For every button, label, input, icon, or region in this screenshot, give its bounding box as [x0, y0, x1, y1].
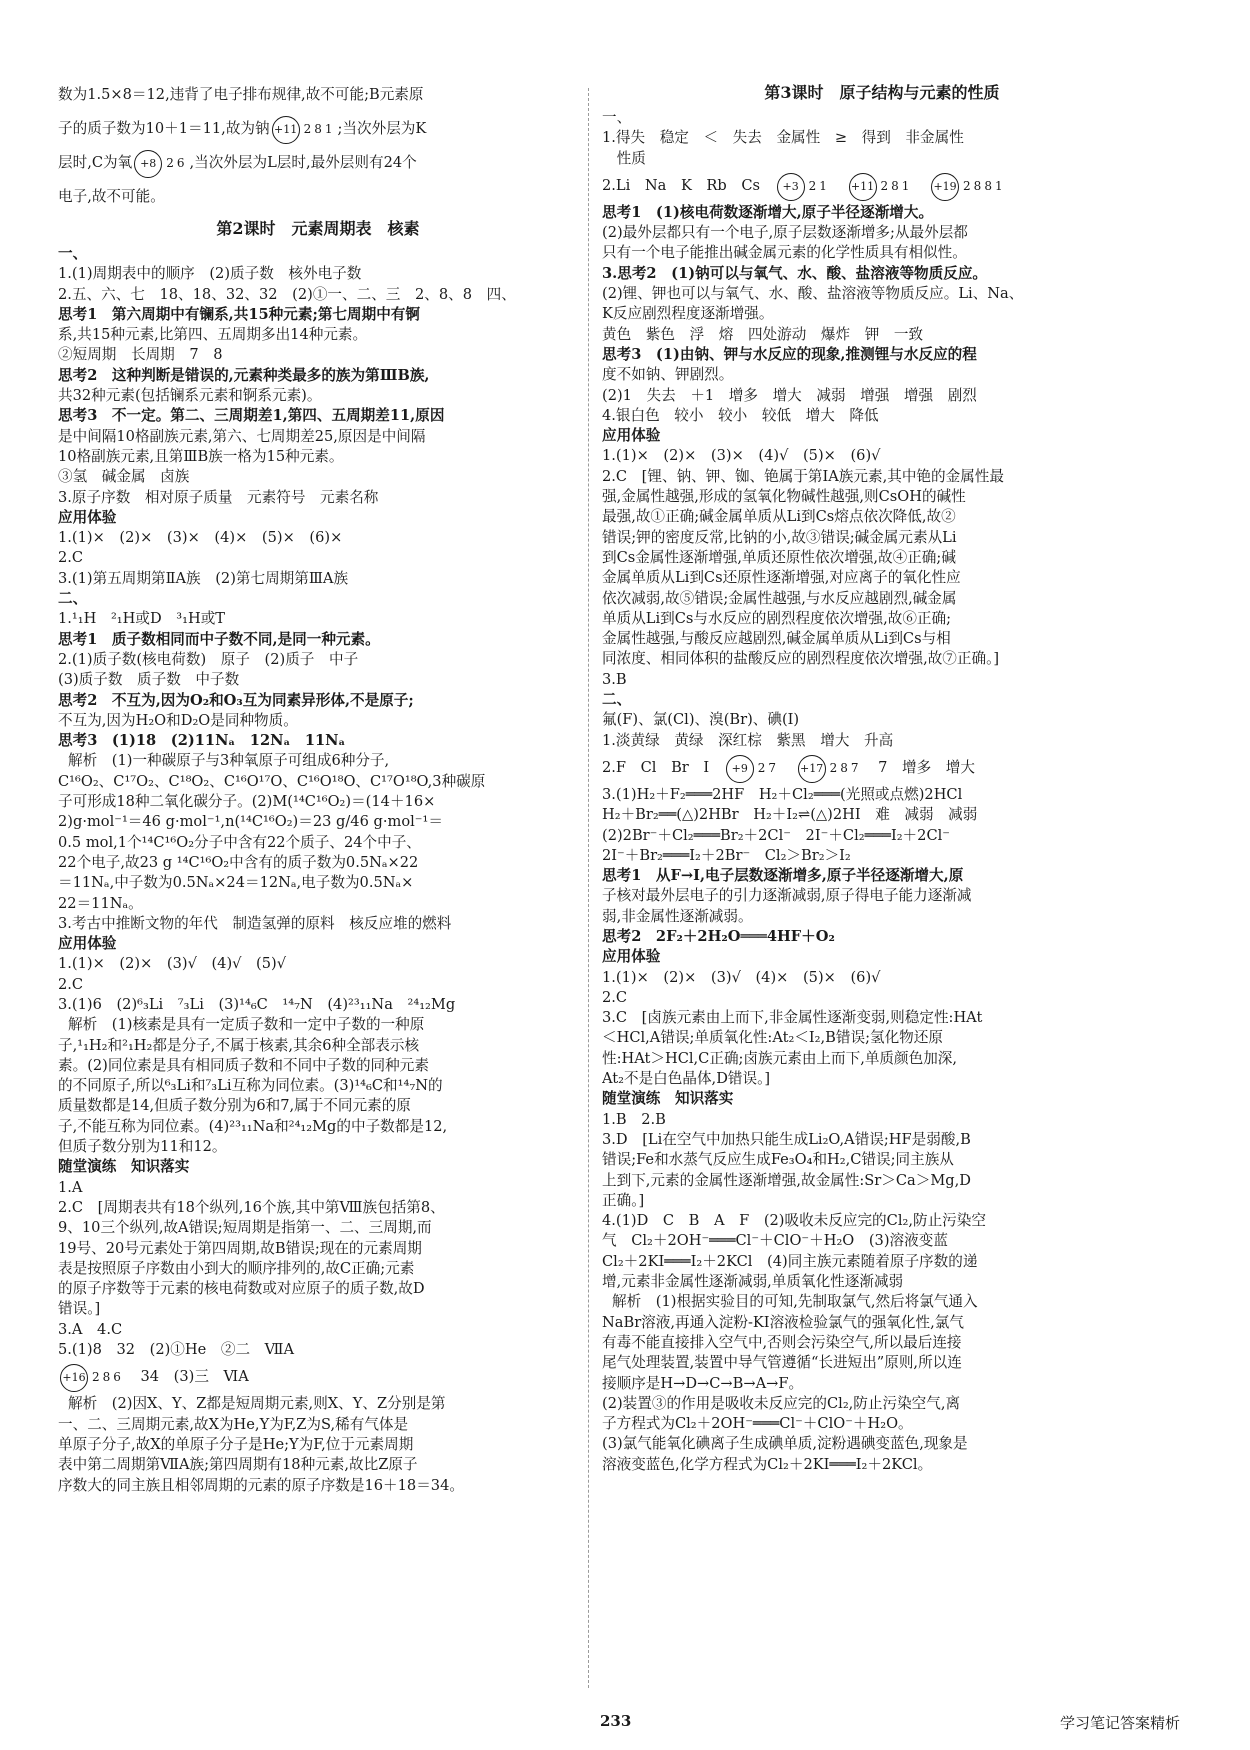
text-line: 2)g·mol⁻¹＝46 g·mol⁻¹,n(¹⁴C¹⁶O₂)＝23 g/46 g·mol⁻¹＝ [58, 813, 443, 831]
right-column [602, 78, 1162, 1475]
text-line: 氟(F)、氯(Cl)、溴(Br)、碘(I) [602, 711, 800, 729]
text-line: 解析 (1)一种碳原子与3种氧原子可组成6种分子, [68, 752, 390, 770]
text-line: 度不如钠、钾剧烈。 [602, 366, 734, 384]
text-line: 2.五、六、七 18、18、32、32 (2)①一、二、三 2、8、8 四、 [58, 285, 516, 303]
text-line: 表中第二周期第ⅦA族;第四周期有18种元素,故比Z原子 [58, 1456, 418, 1474]
text-line: 3.(1)6 (2)⁶₃Li ⁷₃Li (3)¹⁴₆C ¹⁴₇N (4)²³₁₁Na ²⁴₁₂Mg [58, 995, 456, 1013]
text-line: 应用体验 [602, 948, 661, 966]
text-line: 思考2 2F₂＋2H₂O═══4HF＋O₂ [602, 927, 835, 945]
text-line: 数为1.5×8＝12,违背了电子排布规律,故不可能;B元素原 [58, 86, 424, 103]
text-line: 序数大的同主族且相邻周期的元素的原子序数是16＋18＝34。 [58, 1476, 464, 1494]
text-line: 不互为,因为H₂O和D₂O是同种物质。 [58, 711, 298, 729]
text-line: +16 286 34 (3)三 ⅥA [58, 1360, 578, 1394]
text-line: 依次减弱,故⑤错误;金属性越强,与水反应越剧烈,碱金属 [602, 589, 957, 607]
text-line: 1.(1)× (2)× (3)× (4)× (5)× (6)× [58, 529, 343, 547]
text-line: (2)锂、钾也可以与氧气、水、酸、盐溶液等物质反应。Li、Na、 [602, 285, 1024, 303]
text-line: 1.¹₁H ²₁H或D ³₁H或T [58, 610, 226, 628]
text-line: 9、10三个纵列,故A错误;短周期是指第一、二、三周期,而 [58, 1219, 432, 1237]
text-line: 金属性越强,与酸反应越剧烈,碱金属单质从Li到Cs与相 [602, 630, 951, 648]
text-line: 最强,故①正确;碱金属单质从Li到Cs熔点依次降低,故② [602, 508, 956, 526]
text-line: 正确。] [602, 1191, 645, 1209]
text-line: ＜HCl,A错误;单质氧化性:At₂＜I₂,B错误;氢化物还原 [602, 1029, 943, 1047]
text-line: 子的质子数为10＋1＝11,故为钠 +11 281 ;当次外层为K [58, 112, 578, 146]
text-line: 思考1 从F→I,电子层数逐渐增多,原子半径逐渐增大,原 [602, 867, 964, 885]
lesson-3-body [602, 203, 1162, 751]
text-line: 金属单质从Li到Cs还原性逐渐增强,对应离子的氧化性应 [602, 569, 961, 587]
text-line: 同浓度、相同体积的盐酸反应的剧烈程度依次增强,故⑦正确。] [602, 650, 1000, 668]
text-line: 共32种元素(包括镧系元素和锕系元素)。 [58, 387, 322, 405]
text-line: 0.5 mol,1个¹⁴C¹⁶O₂分子中含有22个质子、24个中子、 [58, 833, 421, 851]
lesson-2-analysis [58, 1394, 578, 1495]
text-line: 到Cs金属性逐渐增强,单质还原性依次增强,故④正确;碱 [602, 548, 956, 566]
text-line: 但质子数分别为11和12。 [58, 1138, 227, 1156]
text-line: 二、 [58, 590, 88, 608]
text-line: 上到下,元素的金属性逐渐增强,故金属性:Sr＞Ca＞Mg,D [602, 1171, 971, 1189]
lesson-2-body [58, 244, 578, 1360]
text-line: 22＝11Nₐ。 [58, 894, 143, 912]
text-line: 增,元素非金属性逐渐减弱,单质氧化性逐渐减弱 [602, 1273, 904, 1291]
text-line: 1.(1)× (2)× (3)√ (4)× (5)× (6)√ [602, 968, 881, 986]
text-line: 层时,C为氧 +8 26 ,当次外层为L层时,最外层则有24个 [58, 146, 578, 180]
text-line: 解析 (1)根据实验目的可知,先制取氯气,然后将氯气通入 [612, 1293, 978, 1311]
text-line: 思考3 (1)18 (2)11Nₐ 12Nₐ 11Nₐ [58, 732, 346, 750]
text-line: 3.A 4.C [58, 1320, 123, 1338]
footer-label: 学习笔记答案精析 [1060, 1714, 1181, 1732]
text-line: 2.(1)质子数(核电荷数) 原子 (2)质子 中子 [58, 650, 359, 668]
text-line: (2)装置③的作用是吸收未反应完的Cl₂,防止污染空气,离 [602, 1394, 961, 1412]
text-line: C¹⁶O₂、C¹⁷O₂、C¹⁸O₂、C¹⁶O¹⁷O、C¹⁶O¹⁸O、C¹⁷O¹⁸O,3种碳原 [58, 772, 486, 790]
text-line: 思考3 不一定。第二、三周期差1,第四、五周期差11,原因 [58, 407, 445, 425]
text-line: 接顺序是H→D→C→B→A→F。 [602, 1374, 804, 1392]
text-line: 应用体验 [58, 935, 117, 953]
text-line: 1.(1)× (2)× (3)√ (4)√ (5)√ [58, 955, 287, 973]
text-line: 表是按照原子序数由小到大的顺序排列的,故C正确;元素 [58, 1259, 415, 1277]
oxygen-atom-diagram: +8 26 [134, 146, 187, 180]
text-line: 系,共15种元素,比第四、五周期多出14种元素。 [58, 326, 368, 344]
text-line: 1.B 2.B [602, 1110, 666, 1128]
lithium-atom-diagram: +3 21 [777, 169, 830, 203]
text-line: 性:HAt＞HCl,C正确;卤族元素由上而下,单质颜色加深, [602, 1049, 958, 1067]
text-line: K反应剧烈程度逐渐增强。 [602, 305, 774, 323]
text-line: 解析 (1)核素是具有一定质子数和一定中子数的一种原 [68, 1016, 425, 1034]
text-line: (3)氯气能氧化碘离子生成碘单质,淀粉遇碘变蓝色,现象是 [602, 1435, 968, 1453]
text-line: 3.B [602, 670, 627, 688]
text-line: 黄色 紫色 浮 熔 四处游动 爆炸 钾 一致 [602, 325, 924, 343]
text-line: 1.(1)× (2)× (3)× (4)√ (5)× (6)√ [602, 447, 881, 465]
text-line: (2)1 失去 ＋1 增多 增大 减弱 增强 增强 剧烈 [602, 386, 977, 404]
text-line: 1.A [58, 1178, 83, 1196]
text-line: 子,¹₁H₂和²₁H₂都是分子,不属于核素,其余6种全部表示核 [58, 1036, 420, 1054]
text-line: 的原子序数等于元素的核电荷数或对应原子的质子数,故D [58, 1280, 425, 1298]
text-line: 溶液变蓝色,化学方程式为Cl₂＋2KI═══I₂＋2KCl。 [602, 1455, 933, 1473]
sodium-atom-diagram: +11 281 [272, 112, 336, 146]
text-line: 随堂演练 知识落实 [58, 1158, 190, 1176]
text-line: 3.原子序数 相对原子质量 元素符号 元素名称 [58, 488, 379, 506]
text-line: (2)2Br⁻＋Cl₂═══Br₂＋2Cl⁻ 2I⁻＋Cl₂═══I₂＋2Cl⁻ [602, 826, 950, 844]
text-line: 思考2 不互为,因为O₂和O₃互为同素异形体,不是原子; [58, 691, 414, 709]
text-line: 随堂演练 知识落实 [602, 1090, 734, 1108]
text-line: 性质 [602, 149, 646, 167]
text-line: 3.(1)第五周期第ⅡA族 (2)第七周期第ⅢA族 [58, 569, 349, 587]
text-line: 思考1 第六周期中有镧系,共15种元素;第七周期中有锕 [58, 305, 420, 323]
text-line: 4.(1)D C B A F (2)吸收未反应完的Cl₂,防止污染空 [602, 1212, 986, 1230]
sulfur-atom-diagram: +16 286 [60, 1360, 124, 1394]
text-line: 2.C [锂、钠、钾、铷、铯属于第ⅠA族元素,其中铯的金属性最 [602, 467, 1004, 485]
text-line: 错误。] [58, 1300, 101, 1318]
text-line: 弱,非金属性逐渐减弱。 [602, 907, 753, 925]
text-line: 应用体验 [602, 427, 661, 445]
text-line: 尾气处理装置,装置中导气管遵循“长进短出”原则,所以连 [602, 1354, 962, 1372]
text-line: 强,金属性越强,形成的氢氧化物碱性越强,则CsOH的碱性 [602, 488, 966, 506]
text-line: 22个电子,故23 g ¹⁴C¹⁶O₂中含有的质子数为0.5Nₐ×22 [58, 853, 419, 871]
text-line: 子可形成18种二氧化碳分子。(2)M(¹⁴C¹⁶O₂)＝(14＋16× [58, 793, 436, 811]
text-line: 一、二、三周期元素,故X为He,Y为F,Z为S,稀有气体是 [58, 1415, 409, 1433]
text-line: 子,不能互称为同位素。(4)²³₁₁Na和²⁴₁₂Mg的中子数都是12, [58, 1117, 448, 1135]
potassium-atom-diagram: +19 2881 [931, 169, 1006, 203]
text-line: 3.C [卤族元素由上而下,非金属性逐渐变弱,则稳定性:HAt [602, 1009, 983, 1027]
text-line: 是中间隔10格副族元素,第六、七周期差25,原因是中间隔 [58, 427, 426, 445]
text-line: 3.(1)H₂＋F₂═══2HF H₂＋Cl₂═══(光照或点燃)2HCl [602, 785, 963, 803]
text-line: 质量数都是14,但质子数分别为6和7,属于不同元素的原 [58, 1097, 411, 1115]
text-line: 解析 (2)因X、Y、Z都是短周期元素,则X、Y、Z分别是第 [68, 1395, 446, 1413]
chlorine-atom-diagram: +17 287 [798, 751, 862, 785]
text-line: 单原子分子,故X的单原子分子是He;Y为F,位于元素周期 [58, 1435, 414, 1453]
text-line: 单质从Li到Cs与水反应的剧烈程度依次增强,故⑥正确; [602, 609, 952, 627]
text-line: ②短周期 长周期 7 8 [58, 346, 223, 364]
text-line: 3.思考2 (1)钠可以与氧气、水、酸、盐溶液等物质反应。 [602, 264, 988, 282]
text-line: (3)质子数 质子数 中子数 [58, 671, 240, 689]
left-column [58, 78, 578, 1496]
text-line: 素。(2)同位素是具有相同质子数和不同中子数的同种元素 [58, 1056, 429, 1074]
text-line: 思考3 (1)由钠、钾与水反应的现象,推测锂与水反应的程 [602, 345, 977, 363]
text-line: 2.C [周期表共有18个纵列,16个族,其中第Ⅷ族包括第8、 [58, 1198, 445, 1216]
text-line: 10格副族元素,且第ⅢB族一格为15种元素。 [58, 447, 344, 465]
text-line: 2.C [58, 549, 84, 567]
text-line: 气 Cl₂＋2OH⁻═══Cl⁻＋ClO⁻＋H₂O (3)溶液变蓝 [602, 1232, 948, 1250]
page-number: 233 [600, 1712, 632, 1730]
text-line: 1.淡黄绿 黄绿 深红棕 紫黑 增大 升高 [602, 731, 894, 749]
text-line: 电子,故不可能。 [58, 188, 165, 205]
text-line: 19号、20号元素处于第四周期,故B错误;现在的元素周期 [58, 1239, 422, 1257]
text-line: ＝11Nₐ,中子数为0.5Nₐ×24＝12Nₐ,电子数为0.5Nₐ× [58, 874, 414, 892]
fluorine-atom-diagram: +9 27 [726, 751, 779, 785]
sodium-atom-diagram: +11 281 [849, 169, 913, 203]
text-line: 思考2 这种判断是错误的,元素种类最多的族为第ⅢB族, [58, 366, 430, 384]
text-line: 1.(1)周期表中的顺序 (2)质子数 核外电子数 [58, 265, 362, 283]
text-line: 一、 [58, 245, 88, 262]
text-line: 5.(1)8 32 (2)①He ②二 ⅦA [58, 1341, 295, 1359]
text-line: Cl₂＋2KI═══I₂＋2KCl (4)同主族元素随着原子序数的递 [602, 1252, 978, 1270]
text-line: 错误;钾的密度反常,比钠的小,故③错误;碱金属元素从Li [602, 528, 957, 546]
text-line: 1.得失 稳定 ＜ 失去 金属性 ≥ 得到 非金属性 [602, 129, 964, 147]
lesson-3-body-2 [602, 785, 1162, 1475]
text-line: 一、 [602, 109, 632, 126]
text-line: 2.Li Na K Rb Cs +3 21 +11 281 +19 2881 [602, 169, 1162, 203]
text-line: 子核对最外层电子的引力逐渐减弱,原子得电子能力逐渐减 [602, 887, 972, 905]
text-line: (2)最外层都只有一个电子,原子层数逐渐增多;从最外层都 [602, 224, 968, 242]
text-line: ③氢 碱金属 卤族 [58, 468, 190, 486]
text-line: 思考1 (1)核电荷数逐渐增大,原子半径逐渐增大。 [602, 203, 934, 221]
lesson-2-title: 第2课时 元素周期表 核素 [216, 219, 420, 238]
text-line: 有毒不能直接排入空气中,否则会污染空气,所以最后连接 [602, 1333, 962, 1351]
text-line: 3.考古中推断文物的年代 制造氢弹的原料 核反应堆的燃料 [58, 914, 452, 932]
lesson-3-title: 第3课时 原子结构与元素的性质 [764, 83, 1000, 102]
text-line: 错误;Fe和水蒸气反应生成Fe₃O₄和H₂,C错误;同主族从 [602, 1151, 954, 1169]
text-line: NaBr溶液,再通入淀粉-KI溶液检验氯气的强氧化性,氯气 [602, 1313, 964, 1331]
text-line: 应用体验 [58, 508, 117, 526]
text-line: 的不同原子,所以⁶₃Li和⁷₃Li互称为同位素。(3)¹⁴₆C和¹⁴₇N的 [58, 1077, 443, 1095]
column-divider [588, 88, 589, 1688]
text-line: 3.D [Li在空气中加热只能生成Li₂O,A错误;HF是弱酸,B [602, 1130, 971, 1148]
text-line: 只有一个电子能推出碱金属元素的化学性质具有相似性。 [602, 244, 967, 262]
text-line: 思考1 质子数相同而中子数不同,是同一种元素。 [58, 630, 380, 648]
text-line: H₂＋Br₂══(△)2HBr H₂＋I₂⇌(△)2HI 难 减弱 减弱 [602, 806, 978, 824]
text-line: 子方程式为Cl₂＋2OH⁻═══Cl⁻＋ClO⁻＋H₂O。 [602, 1415, 913, 1433]
text-line: 2.F Cl Br I +9 27 +17 287 7 增多 增大 [602, 751, 1162, 785]
text-line: 2.C [602, 988, 628, 1006]
text-line: 二、 [602, 691, 632, 709]
text-line: 2I⁻＋Br₂═══I₂＋2Br⁻ Cl₂＞Br₂＞I₂ [602, 846, 851, 864]
text-line: At₂不是白色晶体,D错误。] [602, 1070, 771, 1088]
text-line: 4.银白色 较小 较小 较低 增大 降低 [602, 406, 879, 424]
text-line: 2.C [58, 975, 84, 993]
